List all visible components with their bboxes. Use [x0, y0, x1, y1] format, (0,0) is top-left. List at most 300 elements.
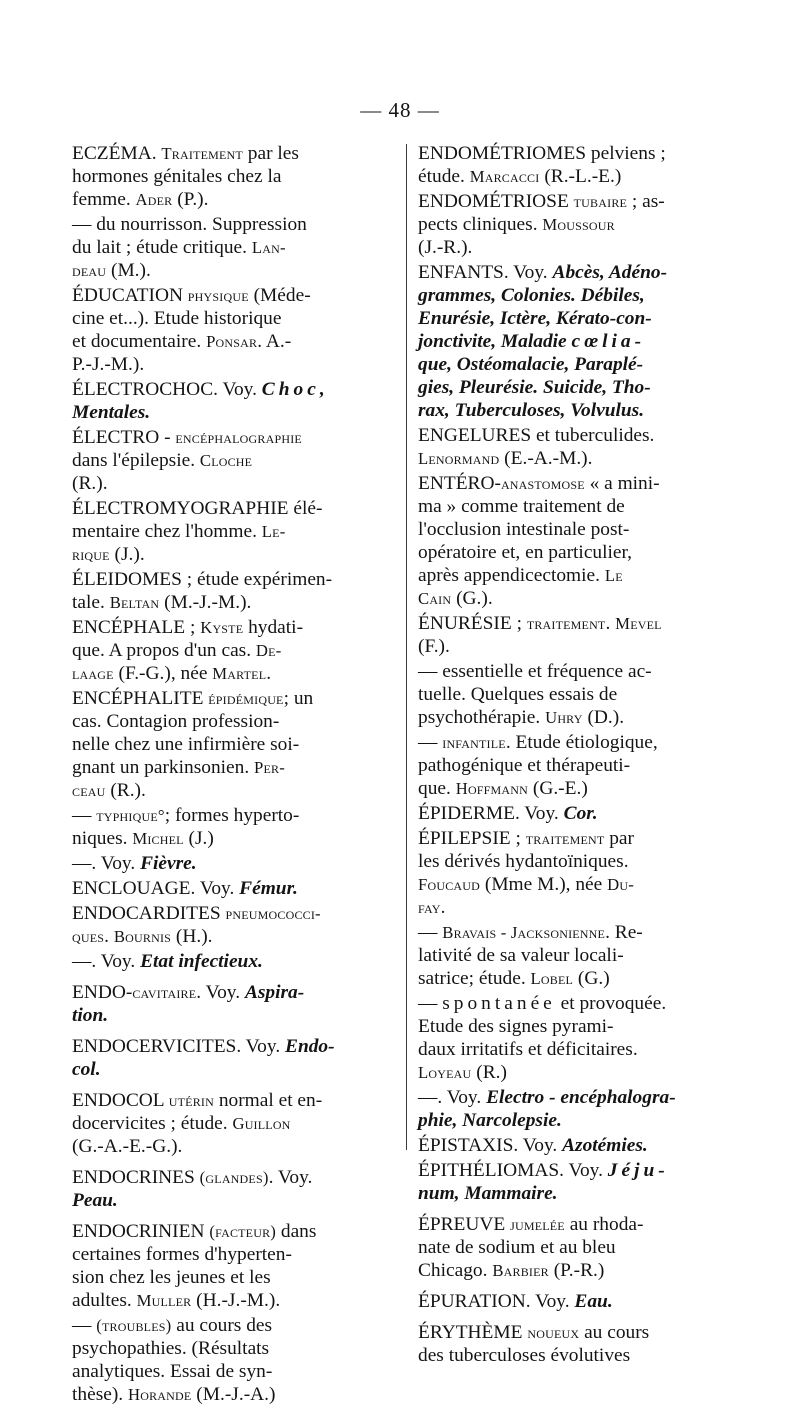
text-run: nelle chez une infirmière soi- [72, 734, 300, 755]
text-run: . Voy. [196, 982, 245, 1003]
entry-line [418, 1182, 740, 1205]
text-run: ÉPREUVE [418, 1214, 511, 1235]
index-entry [418, 992, 740, 1084]
text-run: encéphalographie [175, 428, 302, 447]
text-run: utérin [168, 1091, 214, 1110]
text-run: (M.-J.-M.). [159, 592, 252, 613]
entry-line [418, 1321, 740, 1344]
text-run: Ader [135, 190, 173, 209]
text-run: thèse). [72, 1384, 128, 1405]
index-entry [72, 1220, 394, 1312]
text-run: Moussour [542, 215, 615, 234]
text-run: —. Voy. [418, 1087, 487, 1108]
entry-line [418, 1015, 740, 1038]
entry-line [72, 449, 394, 472]
text-run: jumelée [510, 1215, 565, 1234]
text-run: lativité de sa valeur locali- [418, 945, 624, 966]
text-run: phie, Narcolepsie. [418, 1110, 562, 1131]
entry-line [418, 827, 740, 850]
entry-line [418, 142, 740, 165]
index-entry [72, 902, 394, 948]
entry-line [72, 1058, 394, 1081]
entry-line [418, 967, 740, 990]
index-entry [72, 687, 394, 802]
text-run: Fièvre. [140, 853, 197, 874]
text-run: Barbier [492, 1261, 549, 1280]
text-run: rique [72, 545, 110, 564]
entry-line [72, 1289, 394, 1312]
text-run: — [418, 993, 443, 1014]
text-run: docervicites ; étude. [72, 1113, 233, 1134]
text-run: ; formes hyperto- [164, 805, 300, 826]
text-run: Muller [136, 1291, 192, 1310]
text-run: (R.) [471, 1062, 507, 1083]
text-run: Le [604, 566, 623, 585]
text-run: pneumococci- [225, 904, 321, 923]
text-run: tuelle. Quelques essais de [418, 684, 618, 705]
text-run: (D.). [582, 707, 625, 728]
text-run: ÉPURATION. Voy. [418, 1291, 575, 1312]
text-run: Beltan [109, 593, 160, 612]
text-run: cœlia- [571, 331, 646, 352]
text-run: femme. [72, 189, 136, 210]
entry-line [72, 981, 394, 1004]
right-column [418, 142, 740, 1369]
entry-line [418, 992, 740, 1015]
index-entry [418, 921, 740, 990]
text-run: Mentales. [72, 402, 151, 423]
entry-line [72, 1383, 394, 1406]
entry-line [418, 330, 740, 353]
entry-line [418, 190, 740, 213]
text-run: ENDOMÉTRIOMES pelviens ; [418, 143, 666, 164]
entry-line [72, 616, 394, 639]
text-run: (facteur) [209, 1222, 277, 1241]
text-run: (H.-J.-M.). [191, 1290, 281, 1311]
entry-line [418, 1038, 740, 1061]
entry-line [72, 639, 394, 662]
text-run: (G.-E.) [528, 778, 588, 799]
text-run: spontanée [442, 993, 556, 1014]
text-run: —. Voy. [72, 951, 141, 972]
text-run: physique [187, 286, 249, 305]
text-run: certaines formes d'hyperten- [72, 1244, 292, 1265]
entry-line [72, 687, 394, 710]
text-run: au cours [579, 1322, 650, 1343]
entry-line [418, 587, 740, 610]
entry-line [72, 307, 394, 330]
text-run: hormones génitales chez la [72, 166, 282, 187]
index-entry [418, 1134, 740, 1157]
text-run: cas. Contagion profession- [72, 711, 280, 732]
entry-line [72, 1337, 394, 1360]
text-run: Aspira- [244, 982, 305, 1003]
index-entry [72, 1089, 394, 1158]
text-run: (Mme M.), née [480, 874, 608, 895]
text-run: grammes, Colonies. Débiles, [418, 285, 645, 306]
text-run: Bournis [113, 927, 172, 946]
text-run: Fémur. [239, 878, 298, 899]
text-run: (R.). [105, 780, 146, 801]
entry-line [418, 944, 740, 967]
text-run: (P.). [172, 189, 209, 210]
entry-line [72, 925, 394, 948]
entry-line [72, 852, 394, 875]
entry-line [418, 376, 740, 399]
entry-line [418, 541, 740, 564]
text-run: gies, Pleurésie. Suicide, Tho- [418, 377, 651, 398]
text-run: ; un [283, 688, 314, 709]
text-run: Ponsar [206, 332, 258, 351]
entry-line [72, 520, 394, 543]
text-run: daux irritatifs et déficitaires. [418, 1039, 638, 1060]
entry-line [418, 353, 740, 376]
entry-line [418, 564, 740, 587]
text-run: (J.). [109, 544, 145, 565]
text-run: que. A propos d'un cas. [72, 640, 256, 661]
text-run: ÉPISTAXIS. Voy. [418, 1135, 563, 1156]
text-run: Lan- [251, 238, 286, 257]
text-run: ÉDUCATION [72, 285, 188, 306]
text-run: des tuberculoses évolutives [418, 1345, 631, 1366]
text-run: psychopathies. (Résultats [72, 1338, 270, 1359]
text-run: laage [72, 664, 114, 683]
text-run: Per- [254, 758, 285, 777]
text-run: (G.) [573, 968, 610, 989]
entry-line [418, 683, 740, 706]
text-run: (glandes) [199, 1168, 269, 1187]
index-entry [418, 1086, 740, 1132]
entry-line [418, 896, 740, 919]
text-run: . [104, 926, 114, 947]
index-entry [72, 1035, 394, 1081]
entry-line [418, 921, 740, 944]
text-run: ENGELURES et tuberculides. [418, 425, 655, 446]
index-entry [418, 660, 740, 729]
entry-line [72, 426, 394, 449]
text-run: Bravais - Jacksonienne [442, 923, 606, 942]
text-run: ENDOCOL [72, 1090, 169, 1111]
text-run: que, Ostéomalacie, Paraplé- [418, 354, 644, 375]
entry-line [418, 399, 740, 422]
entry-line [72, 1089, 394, 1112]
text-run: ENDOCARDITES [72, 903, 226, 924]
entry-line [72, 188, 394, 211]
entry-line [418, 284, 740, 307]
text-run: ÉNURÉSIE ; [418, 613, 527, 634]
text-run: De- [255, 641, 282, 660]
text-run: gnant un parkinsonien. [72, 757, 255, 778]
index-entry [418, 190, 740, 259]
entry-line [418, 802, 740, 825]
entry-line [418, 1213, 740, 1236]
text-run: ÉPIDERME. Voy. [418, 803, 564, 824]
text-run: Kyste [200, 618, 244, 637]
entry-line [72, 165, 394, 188]
index-entry [418, 142, 740, 188]
text-run: — [72, 805, 97, 826]
entry-line [72, 378, 394, 401]
text-run: épidémique [208, 689, 284, 708]
entry-line [418, 447, 740, 470]
text-run: (J.) [183, 828, 214, 849]
text-run: sion chez les jeunes et les [72, 1267, 271, 1288]
index-entry [72, 1166, 394, 1212]
index-entry [72, 426, 394, 495]
text-run: Chicago. [418, 1260, 493, 1281]
entry-line [72, 259, 394, 282]
entry-line [418, 850, 740, 873]
text-run: . [440, 897, 446, 918]
entry-line [72, 710, 394, 733]
entry-line [72, 827, 394, 850]
index-entry [418, 1213, 740, 1282]
index-entry [72, 1314, 394, 1406]
entry-line [72, 756, 394, 779]
text-run: cavitaire [132, 983, 197, 1002]
text-run: dans l'épilepsie. [72, 450, 200, 471]
text-run: au rhoda- [564, 1214, 644, 1235]
entry-line [72, 1314, 394, 1337]
text-run: typhique° [96, 806, 165, 825]
text-run: Cloche [199, 451, 253, 470]
text-run: ENCÉPHALE ; [72, 617, 201, 638]
entry-line [72, 733, 394, 756]
text-run: Mevel [615, 614, 662, 633]
text-run: Peau. [72, 1190, 118, 1211]
text-run: noueux [527, 1323, 580, 1342]
text-run: (P.-R.) [548, 1260, 605, 1281]
text-run: opératoire et, en particulier, [418, 542, 633, 563]
text-run: Jéju- [607, 1160, 669, 1181]
entry-line [72, 1266, 394, 1289]
text-run: ; as- [627, 191, 665, 212]
text-run: ENDOCRINIEN [72, 1221, 210, 1242]
text-run: . Voy. [268, 1167, 313, 1188]
text-run: (F.-G.), née [113, 663, 213, 684]
entry-line [418, 424, 740, 447]
entry-line [418, 635, 740, 658]
text-run: Enurésie, Ictère, Kérato-con- [418, 308, 652, 329]
text-run: (H.). [171, 926, 213, 947]
text-run: — essentielle et fréquence ac- [418, 661, 652, 682]
entry-line [72, 1112, 394, 1135]
entry-line [418, 1134, 740, 1157]
text-run: tubaire [573, 192, 628, 211]
text-run: (E.-A.-M.). [499, 448, 593, 469]
index-entry [72, 981, 394, 1027]
index-entry [418, 802, 740, 825]
text-run: Traitement [161, 144, 243, 163]
text-run: Le- [261, 522, 286, 541]
text-run: Eau. [574, 1291, 613, 1312]
text-run: normal et en- [213, 1090, 323, 1111]
entry-line [418, 518, 740, 541]
text-run: niques. [72, 828, 133, 849]
entry-line [72, 877, 394, 900]
entry-line [418, 1061, 740, 1084]
text-run: analytiques. Essai de syn- [72, 1361, 273, 1382]
index-entry [418, 1159, 740, 1205]
index-entry [418, 612, 740, 658]
text-run: — [418, 922, 443, 943]
entry-line [72, 950, 394, 973]
entry-line [418, 1109, 740, 1132]
index-entry [72, 616, 394, 685]
entry-line [72, 591, 394, 614]
text-run: . A.- [257, 331, 292, 352]
text-run: et documentaire. [72, 331, 207, 352]
text-run: (G.-A.-E.-G.). [72, 1136, 183, 1157]
text-run: (F.). [418, 636, 450, 657]
entry-line [72, 236, 394, 259]
index-entry [418, 1321, 740, 1367]
text-run: tion. [72, 1005, 109, 1026]
text-run: étude. [418, 166, 470, 187]
text-run: . [266, 663, 272, 684]
text-run: ENFANTS. Voy. [418, 262, 553, 283]
entry-line [72, 902, 394, 925]
entry-line [72, 543, 394, 566]
entry-line [418, 1236, 740, 1259]
text-run: — [418, 732, 443, 753]
text-run: Abcès, Adéno- [552, 262, 668, 283]
text-run: Etude des signes pyrami- [418, 1016, 614, 1037]
text-run: anastomose [500, 474, 585, 493]
text-run: ECZÉMA. [72, 143, 162, 164]
text-run: —. Voy. [72, 853, 141, 874]
entry-line [72, 1243, 394, 1266]
text-run: Endo- [285, 1036, 335, 1057]
text-run: pects cliniques. [418, 214, 543, 235]
column-divider [406, 144, 407, 1150]
text-run: Uhry [545, 708, 583, 727]
text-run: Azotémies. [562, 1135, 648, 1156]
text-run: P.-J.-M.). [72, 354, 145, 375]
index-entry [418, 424, 740, 470]
text-run: (R.-L.-E.) [539, 166, 622, 187]
text-run: ÉRYTHÈME [418, 1322, 528, 1343]
text-run: nate de sodium et au bleu [418, 1237, 616, 1258]
index-entry [72, 142, 394, 211]
entry-line [72, 330, 394, 353]
text-run: psychothérapie. [418, 707, 546, 728]
index-entry [418, 472, 740, 610]
entry-line [418, 1344, 740, 1367]
text-run: ENTÉRO- [418, 473, 501, 494]
text-run: Lobel [530, 969, 574, 988]
entry-line [418, 1290, 740, 1313]
entry-line [418, 777, 740, 800]
entry-line [418, 472, 740, 495]
text-run: ques [72, 927, 105, 946]
text-run: Martel [212, 664, 267, 683]
index-entry [72, 497, 394, 566]
entry-line [72, 142, 394, 165]
text-run: ENCLOUAGE. Voy. [72, 878, 240, 899]
text-run: par les [242, 143, 299, 164]
entry-line [72, 1035, 394, 1058]
entry-line [418, 495, 740, 518]
text-run: par [604, 828, 634, 849]
index-entry [418, 261, 740, 422]
page-number: — 48 — [360, 98, 440, 122]
entry-line [72, 1135, 394, 1158]
entry-line [72, 401, 394, 424]
text-run: Foucaud [418, 875, 481, 894]
text-run: et provoquée. [555, 993, 667, 1014]
text-run: dans [276, 1221, 317, 1242]
text-run: fay [418, 898, 441, 917]
text-run: Loyeau [418, 1063, 472, 1082]
index-entry [72, 852, 394, 875]
entry-line [418, 1086, 740, 1109]
text-run: Etat infectieux. [140, 951, 263, 972]
entry-line [418, 612, 740, 635]
text-run: ceau [72, 781, 106, 800]
entry-line [418, 873, 740, 896]
text-run: ÉPILEPSIE ; [418, 828, 526, 849]
text-run: « a mini- [584, 473, 660, 494]
text-run: au cours des [171, 1315, 273, 1336]
index-entry [72, 568, 394, 614]
text-run: Marcacci [469, 167, 540, 186]
index-entry [72, 804, 394, 850]
text-run: satrice; étude. [418, 968, 531, 989]
text-run: . [605, 613, 616, 634]
text-run: Hoffmann [455, 779, 529, 798]
entry-line [418, 660, 740, 683]
entry-line [72, 353, 394, 376]
text-run: (M.-J.-A.) [191, 1384, 276, 1405]
text-run: que. [418, 778, 456, 799]
text-run: Electro - encéphalogra- [486, 1087, 676, 1108]
entry-line [72, 1220, 394, 1243]
text-run: Lenormand [418, 449, 500, 468]
entry-line [418, 1259, 740, 1282]
index-entry [72, 950, 394, 973]
text-run: cine et...). Etude historique [72, 308, 282, 329]
index-entry [418, 731, 740, 800]
text-run: tale. [72, 592, 110, 613]
text-run: (G.). [451, 588, 493, 609]
text-run: Cain [418, 589, 452, 608]
text-run: ENDOCERVICITES. Voy. [72, 1036, 286, 1057]
index-entry [418, 827, 740, 919]
entry-line [72, 1189, 394, 1212]
text-run: ENCÉPHALITE [72, 688, 209, 709]
entry-line [418, 213, 740, 236]
text-run: rax, Tuberculoses, Volvulus. [418, 400, 645, 421]
text-run: Du- [607, 875, 634, 894]
entry-line [72, 213, 394, 236]
text-run: ma » comme traitement de [418, 496, 625, 517]
text-run: l'occlusion intestinale post- [418, 519, 630, 540]
index-entry [72, 213, 394, 282]
index-entry [72, 284, 394, 376]
text-run: pathogénique et thérapeuti- [418, 755, 631, 776]
text-run: ÉLECTROCHOC. Voy. [72, 379, 262, 400]
text-run: ENDOCRINES [72, 1167, 200, 1188]
entry-line [72, 1004, 394, 1027]
text-run: (troubles) [96, 1316, 172, 1335]
text-run: ÉLECTRO - [72, 427, 176, 448]
text-run: après appendicectomie. [418, 565, 605, 586]
text-run: col. [72, 1059, 101, 1080]
entry-line [72, 779, 394, 802]
index-entry [418, 1290, 740, 1313]
entry-line [72, 568, 394, 591]
